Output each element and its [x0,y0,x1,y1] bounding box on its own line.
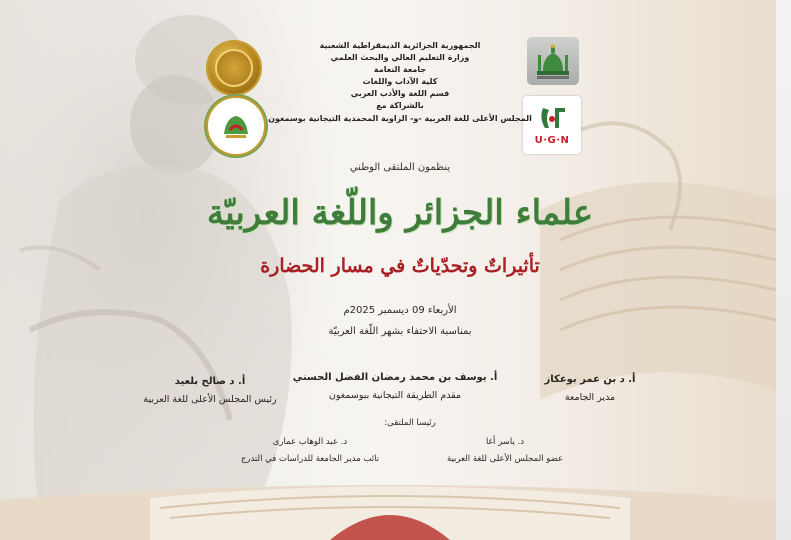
right-edge-strip [776,0,791,540]
forum-green-logo [206,96,266,156]
president-2-role: نائب مدير الجامعة للدراسات في التدرج [240,454,380,464]
bottom-book-pages [0,470,776,540]
patron-2-role: مقدم الطريقة التيجانية ببوسمغون [328,390,462,401]
ugn-logo-text: U·G·N [534,135,570,146]
header-partners: المجلس الأعلى للغة العربية -و- الزاوية المحمدية التيجانية بوسمغون [268,114,532,123]
header-partnership: بالشراكة مع [376,101,424,110]
president-2-name: د. عبد الوهاب عمارى [272,437,348,447]
header-department: قسم اللغة والأدب العربي [350,89,450,98]
header-university: جامعة النعامة [373,65,427,74]
patron-2-name: أ. يوسف بن محمد رمضان الفضل الحسني [292,372,498,383]
subtitle: تأثيراتٌ وتحدّياتٌ في مسار الحضارة [260,255,540,277]
patron-1-name: أ. د بن عمر بوعكاز [544,374,636,385]
forum-emblem-icon [216,106,256,146]
presidents-label: رئيسا الملتقى: [384,418,436,428]
zawiya-mosque-logo [527,37,579,85]
main-title: علماء الجزائر واللّغة العربيّة [206,193,594,233]
president-1-name: د. ياسر أغا [485,437,525,447]
intro-text: ينظمون الملتقى الوطني [349,162,451,173]
header-faculty: كلية الآداب واللغات [362,77,438,86]
president-1-role: عضو المجلس الأعلى للغة العربية [446,454,564,464]
mosque-icon [531,41,575,81]
patron-1-role: مدير الجامعة [564,392,616,403]
event-occasion: بمناسبة الاحتفاء بشهر اللّغة العربيّة [328,326,472,337]
university-ugn-logo [523,96,581,154]
header-republic: الجمهورية الجزائرية الديمقراطية الشعبية [319,41,481,50]
patron-3-role: رئيس المجلس الأعلى للغة العربية [143,394,277,405]
gold-emblem-logo [208,42,260,94]
event-date: الأربعاء 09 ديسمبر 2025م [343,305,457,316]
header-ministry: وزارة التعليم العالي والبحث العلمي [330,53,470,62]
patron-3-name: أ. د صالح بلعيد [174,376,246,387]
